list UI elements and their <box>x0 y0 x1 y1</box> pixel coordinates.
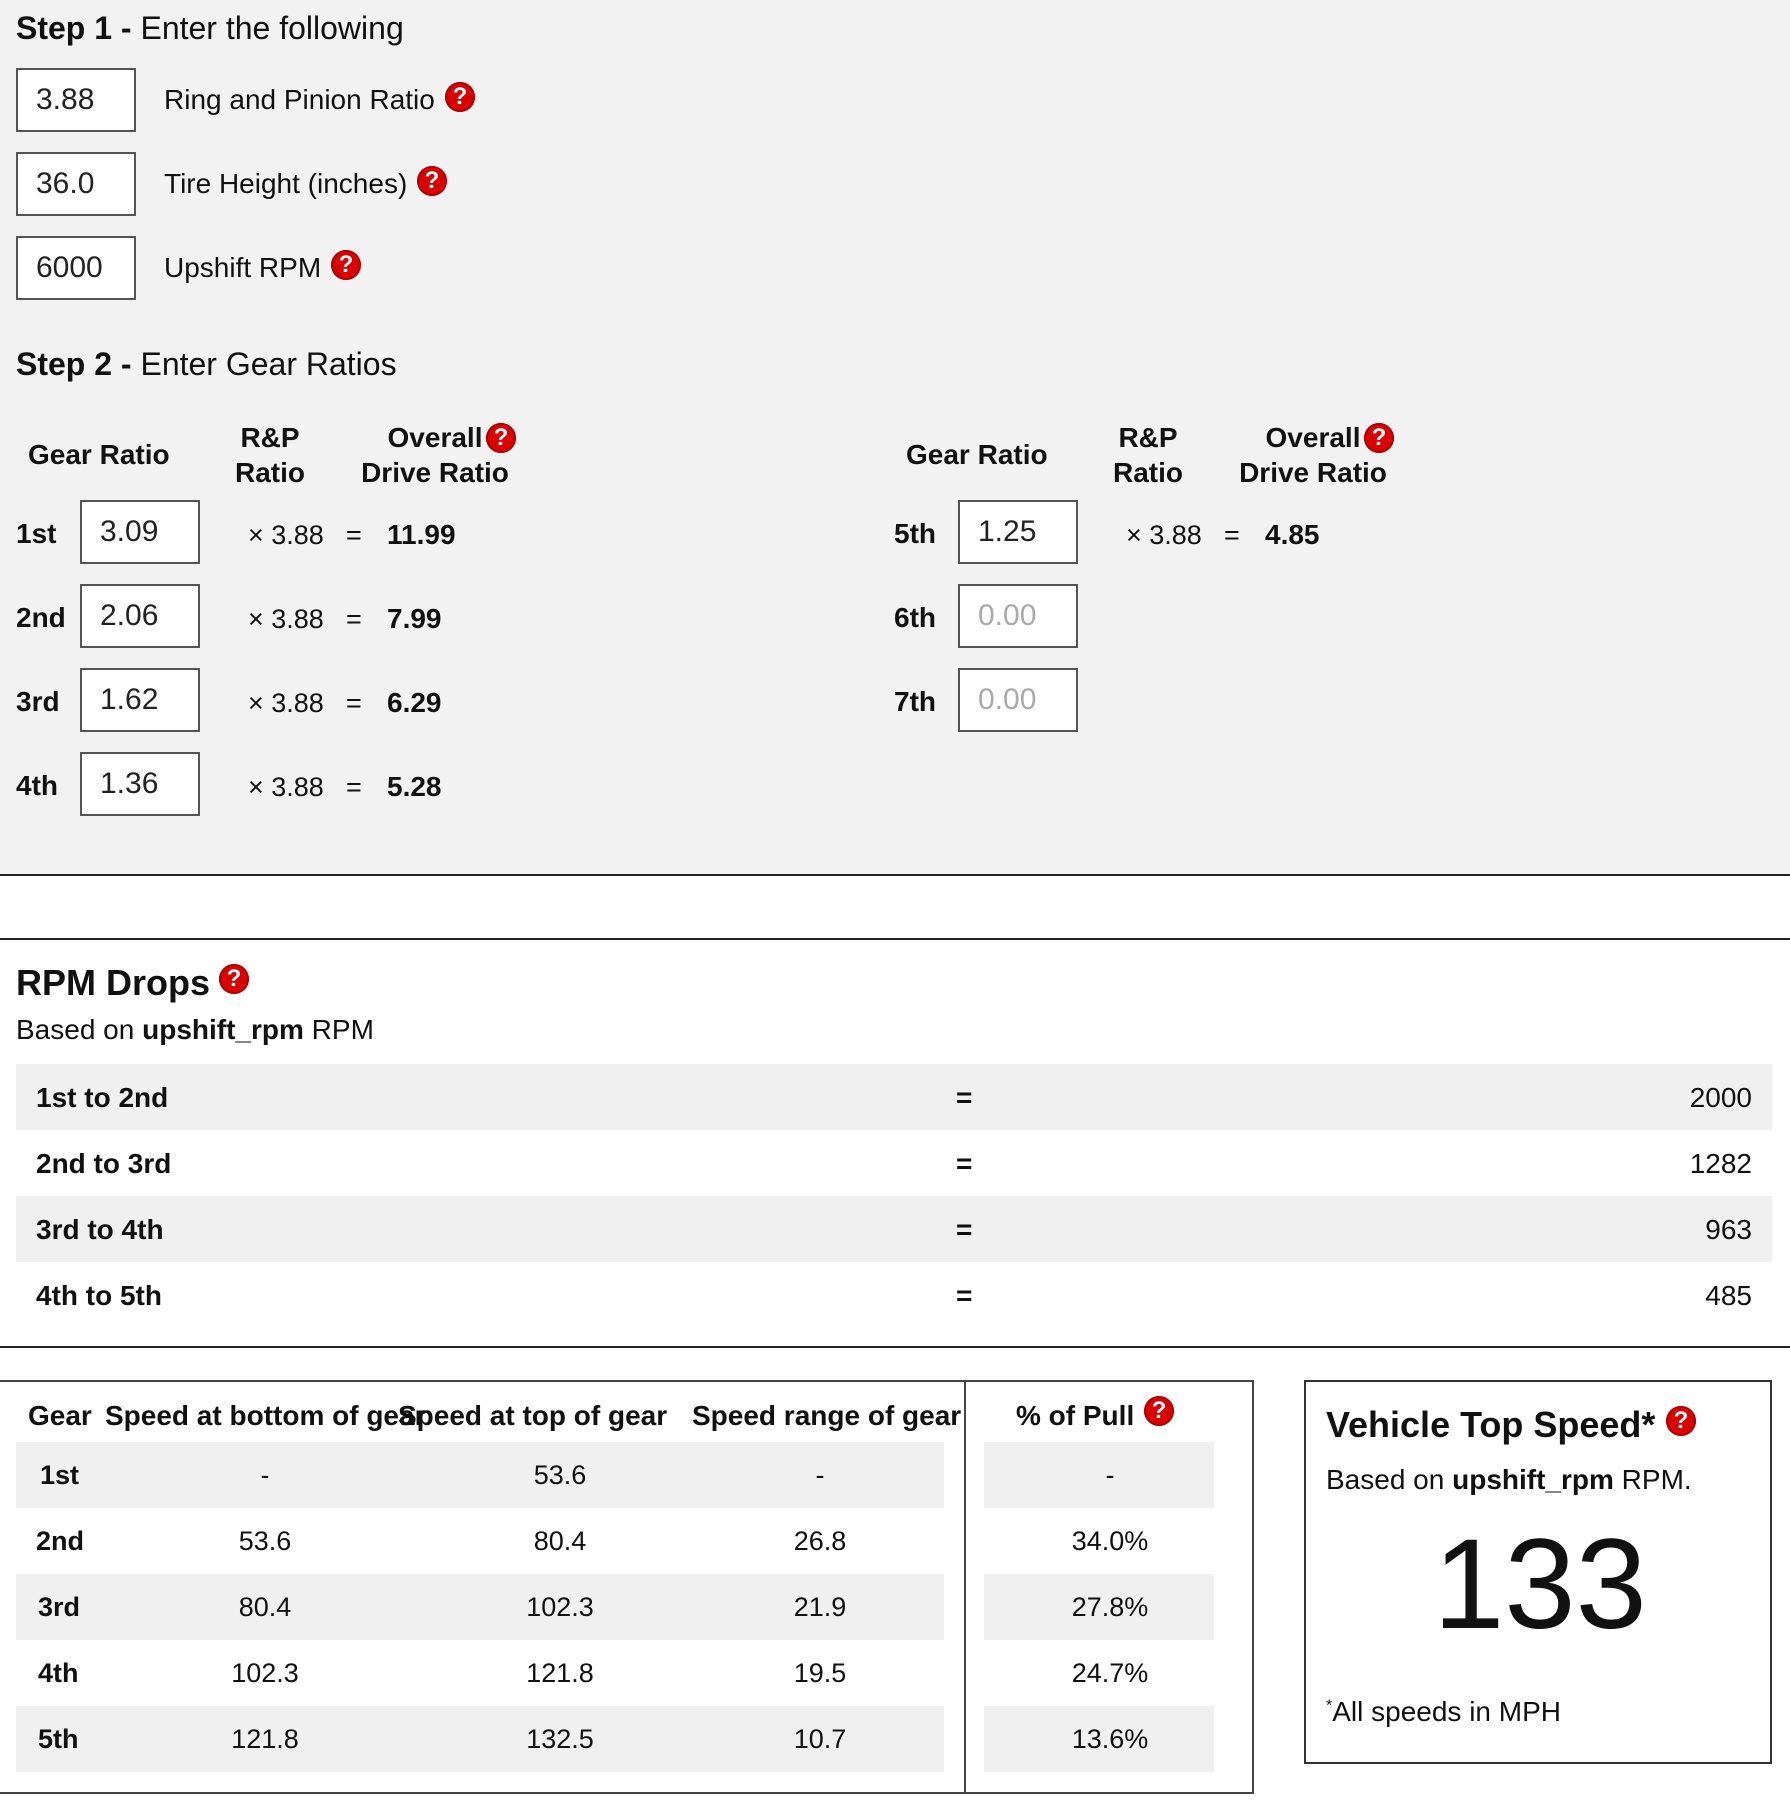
rpm-drops-help-icon[interactable]: ? <box>219 964 249 994</box>
rp-multiplier: × 3.88 <box>248 772 324 802</box>
gear-column-header: Gear <box>28 1400 92 1431</box>
rpm-drop-row <box>16 1064 1772 1130</box>
rpm-drop-label: 1st to 2nd <box>36 1082 169 1113</box>
rpm-drop-row <box>16 1262 1772 1328</box>
speed-bottom-cell: 53.6 <box>238 1526 292 1556</box>
overall-drive-header: Overall Drive Ratio <box>361 422 509 488</box>
gear-ratio-input[interactable]: 1.62 <box>80 668 200 732</box>
speed-top-cell: 80.4 <box>533 1526 587 1556</box>
overall-drive-ratio: 5.28 <box>387 771 442 802</box>
rp-multiplier: × 3.88 <box>248 604 324 634</box>
equals-sign: = <box>346 604 362 634</box>
rpm-drop-equals: = <box>956 1280 973 1311</box>
gear-ratio-header-right: Gear Ratio <box>906 439 1048 470</box>
equals-sign: = <box>1224 520 1240 550</box>
gear-cell: 1st <box>40 1460 80 1490</box>
equals-sign: = <box>346 772 362 802</box>
rp-multiplier: × 3.88 <box>1126 520 1202 550</box>
upshift-rpm-label: Upshift RPM <box>164 252 322 283</box>
rpm-drops-section <box>0 938 1790 1348</box>
rp-ratio-header-right: R&P Ratio <box>1113 422 1183 488</box>
rpm-drop-label: 4th to 5th <box>36 1280 162 1311</box>
rpm-drops-subtitle: Based on upshift_rpm RPM <box>16 1014 374 1045</box>
gear-cell: 2nd <box>36 1526 85 1556</box>
input-panel <box>0 0 1790 876</box>
equals-sign: = <box>346 688 362 718</box>
pull-header: % of Pull <box>1016 1400 1135 1431</box>
table-row <box>0 1706 1254 1772</box>
gear-ratio-input[interactable]: 2.06 <box>80 584 200 648</box>
equals-sign: = <box>346 520 362 550</box>
vehicle-top-speed-box <box>1304 1380 1772 1764</box>
ring-pinion-label: Ring and Pinion Ratio <box>164 84 435 115</box>
top-speed-subtitle: Based on upshift_rpm RPM. <box>1326 1464 1692 1495</box>
top-speed-footnote: *All speeds in MPH <box>1326 1696 1561 1727</box>
overall-drive-ratio: 4.85 <box>1265 519 1320 550</box>
tire-height-label: Tire Height (inches) <box>164 168 408 199</box>
gear-ratio-input[interactable]: 0.00 <box>958 584 1078 648</box>
overall-drive-header-right: Overall Drive Ratio <box>1239 422 1387 488</box>
top-speed-title: Vehicle Top Speed* <box>1326 1404 1656 1445</box>
top-speed-help-icon[interactable]: ? <box>1666 1406 1696 1436</box>
gear-ratio-input[interactable]: 3.09 <box>80 500 200 564</box>
ring-pinion-input[interactable]: 3.88 <box>16 68 136 132</box>
speed-top-cell: 53.6 <box>533 1460 587 1490</box>
overall-drive-help-icon-right[interactable]: ? <box>1364 423 1394 453</box>
gear-speed-table <box>0 1380 1254 1794</box>
overall-drive-ratio: 11.99 <box>387 519 456 550</box>
step1-title: Step 1 - Enter the following <box>16 10 404 46</box>
speed-top-cell: 102.3 <box>526 1592 594 1622</box>
gear-label: 2nd <box>16 602 66 633</box>
table-row <box>0 1508 1254 1574</box>
overall-drive-ratio: 6.29 <box>387 687 442 718</box>
gear-label: 4th <box>16 770 58 801</box>
speed-top-header: Speed at top of gear <box>398 1400 668 1431</box>
rpm-drop-value: 485 <box>1705 1280 1752 1311</box>
speed-range-cell: 21.9 <box>793 1592 847 1622</box>
gear-cell: 3rd <box>38 1592 81 1622</box>
pull-cell: 13.6% <box>1071 1724 1149 1754</box>
rpm-drop-value: 1282 <box>1689 1148 1752 1179</box>
table-row <box>0 1640 1254 1706</box>
rpm-drop-row <box>16 1196 1772 1262</box>
gear-label: 3rd <box>16 686 60 717</box>
rp-multiplier: × 3.88 <box>248 520 324 550</box>
top-speed-value: 133 <box>1433 1513 1647 1656</box>
speed-top-cell: 121.8 <box>526 1658 594 1688</box>
overall-drive-help-icon[interactable]: ? <box>486 423 516 453</box>
rpm-drop-equals: = <box>956 1214 973 1245</box>
speed-bottom-cell: 102.3 <box>231 1658 299 1688</box>
speed-range-header-clip <box>656 1382 964 1442</box>
rpm-drop-value: 2000 <box>1689 1082 1752 1113</box>
gear-label: 6th <box>894 602 936 633</box>
speed-range-cell: - <box>815 1460 825 1490</box>
gear-ratio-input[interactable]: 0.00 <box>958 668 1078 732</box>
speed-bottom-cell: 80.4 <box>238 1592 292 1622</box>
pull-cell: 27.8% <box>1071 1592 1149 1622</box>
rp-ratio-header: R&P Ratio <box>235 422 305 488</box>
speed-top-cell: 132.5 <box>526 1724 594 1754</box>
speed-bottom-cell: - <box>260 1460 270 1490</box>
rpm-drop-equals: = <box>956 1082 973 1113</box>
speed-range-header: Speed range of gear <box>692 1400 962 1431</box>
rpm-drop-label: 3rd to 4th <box>36 1214 164 1245</box>
rp-multiplier: × 3.88 <box>248 688 324 718</box>
speed-range-cell: 10.7 <box>793 1724 847 1754</box>
pull-cell: 24.7% <box>1071 1658 1149 1688</box>
rpm-drops-title: RPM Drops <box>16 962 211 1003</box>
gear-label: 7th <box>894 686 936 717</box>
overall-drive-ratio: 7.99 <box>387 603 442 634</box>
gear-cell: 5th <box>38 1724 79 1754</box>
rpm-drop-value: 963 <box>1705 1214 1752 1245</box>
speed-bottom-cell: 121.8 <box>231 1724 299 1754</box>
speed-range-cell: 19.5 <box>793 1658 847 1688</box>
gear-label: 1st <box>16 518 57 549</box>
upshift-rpm-help-icon[interactable]: ? <box>331 250 361 280</box>
upshift-rpm-input[interactable]: 6000 <box>16 236 136 300</box>
rpm-drop-label: 2nd to 3rd <box>36 1148 172 1179</box>
gear-ratio-input[interactable]: 1.25 <box>958 500 1078 564</box>
speed-bottom-header: Speed at bottom of gear <box>105 1400 426 1431</box>
tire-height-help-icon[interactable]: ? <box>417 166 447 196</box>
ring-pinion-help-icon[interactable]: ? <box>445 82 475 112</box>
pull-cell: 34.0% <box>1071 1526 1149 1556</box>
table-row <box>0 1442 1254 1508</box>
tire-height-input[interactable]: 36.0 <box>16 152 136 216</box>
pull-cell: - <box>1105 1460 1115 1490</box>
rpm-drop-row <box>16 1130 1772 1196</box>
gear-ratio-header: Gear Ratio <box>28 439 170 470</box>
gear-cell: 4th <box>38 1658 79 1688</box>
step2-title: Step 2 - Enter Gear Ratios <box>16 346 397 382</box>
pull-help-icon[interactable]: ? <box>1144 1396 1174 1426</box>
table-row <box>0 1574 1254 1640</box>
gear-ratio-input[interactable]: 1.36 <box>80 752 200 816</box>
rpm-drop-equals: = <box>956 1148 973 1179</box>
speed-range-cell: 26.8 <box>793 1526 847 1556</box>
gear-label: 5th <box>894 518 936 549</box>
